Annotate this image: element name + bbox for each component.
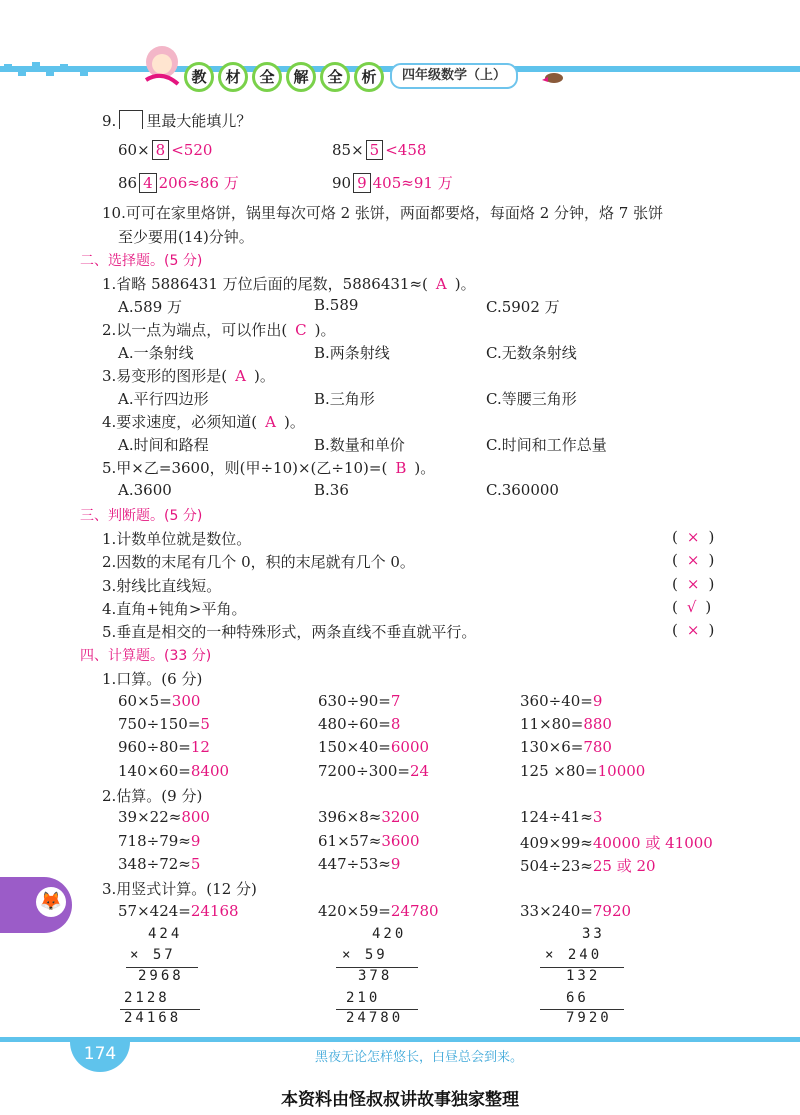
estimate-item: 409×99≈40000 或 41000 (520, 834, 713, 852)
vert-row: 33 (582, 926, 605, 942)
oral-item: 60×5=300 (118, 692, 201, 710)
choice-option: A.一条射线 (118, 344, 194, 362)
vert-row: 424 (148, 926, 183, 942)
vert-row: 24780 (346, 1010, 404, 1026)
mascot-icon (138, 40, 186, 94)
subject-label: 四年级数学（上） (390, 63, 518, 89)
choice-stem: 5.甲×乙=3600，则(甲÷10)×(乙÷10)=( B )。 (102, 459, 436, 477)
vert-row: 2968 (138, 968, 184, 984)
title-char-4: 解 (286, 62, 316, 92)
vert-row: 24168 (124, 1010, 182, 1026)
estimate-item: 39×22≈800 (118, 808, 210, 826)
page-number: 174 (70, 1038, 130, 1072)
choice-option: A.平行四边形 (118, 390, 209, 408)
estimate-item: 124÷41≈3 (520, 808, 603, 826)
judge-item: 3.射线比直线短。 (102, 577, 222, 595)
vertical-equation: 33×240=7920 (520, 902, 632, 920)
q10-line2: 至少要用(14)分钟。 (118, 228, 254, 246)
vert-row: 132 (566, 968, 601, 984)
estimate-item: 447÷53≈9 (318, 855, 401, 873)
oral-item: 150×40=6000 (318, 738, 430, 756)
oral-item: 7200÷300=24 (318, 762, 430, 780)
estimate-title: 2.估算。(9 分) (102, 787, 203, 805)
title-char-3: 全 (252, 62, 282, 92)
title-char-1: 教 (184, 62, 214, 92)
vert-row: × 59 (342, 947, 388, 963)
choice-option: B.589 (314, 296, 359, 314)
estimate-item: 718÷79≈9 (118, 832, 201, 850)
oral-item: 360÷40=9 (520, 692, 603, 710)
vert-row: 210 (346, 990, 381, 1006)
judge-mark: ( × ) (672, 528, 715, 546)
judge-item: 5.垂直是相交的一种特殊形式，两条直线不垂直就平行。 (102, 623, 477, 641)
judge-mark: ( × ) (672, 621, 715, 639)
choice-option: B.数量和单价 (314, 436, 405, 454)
section-heading-calc: 四、计算题。(33 分) (80, 648, 212, 664)
footer-motto: 黑夜无论怎样悠长，白昼总会到来。 (315, 1050, 524, 1065)
bird-icon (540, 70, 564, 88)
vertical-equation: 57×424=24168 (118, 902, 239, 920)
judge-mark: ( × ) (672, 551, 715, 569)
vert-row: 7920 (566, 1010, 612, 1026)
fox-mascot-icon: 🦊 (36, 887, 66, 917)
title-char-6: 析 (354, 62, 384, 92)
vert-row: 420 (372, 926, 407, 942)
vertical-equation: 420×59=24780 (318, 902, 439, 920)
choice-option: C.5902 万 (486, 298, 560, 316)
q10-line1: 10.可可在家里烙饼，锅里每次可烙 2 张饼，两面都要烙，每面烙 2 分钟，烙 7 张饼 (102, 204, 664, 222)
choice-option: A.3600 (118, 481, 172, 499)
estimate-item: 396×8≈3200 (318, 808, 420, 826)
section-heading-choice: 二、选择题。(5 分) (80, 253, 203, 269)
title-char-5: 全 (320, 62, 350, 92)
oral-item: 480÷60=8 (318, 715, 401, 733)
vert-row: 66 (566, 990, 589, 1006)
section-heading-judge: 三、判断题。(5 分) (80, 508, 203, 524)
q9-stem: 9. 里最大能填儿？ (102, 112, 252, 130)
judge-item: 4.直角+钝角>平角。 (102, 600, 247, 618)
q9-item: 90 9 405≈91 万 (332, 174, 453, 192)
oral-item: 130×6=780 (520, 738, 612, 756)
choice-option: B.三角形 (314, 390, 375, 408)
judge-item: 1.计数单位就是数位。 (102, 530, 252, 548)
choice-option: C.无数条射线 (486, 344, 577, 362)
vert-row: 378 (358, 968, 393, 984)
choice-stem: 3.易变形的图形是( A )。 (102, 367, 275, 385)
choice-option: A.589 万 (118, 298, 182, 316)
oral-item: 630÷90=7 (318, 692, 401, 710)
oral-item: 140×60=8400 (118, 762, 230, 780)
vertical-title: 3.用竖式计算。(12 分) (102, 880, 257, 898)
oral-item: 125 ×80=10000 (520, 762, 646, 780)
oral-item: 11×80=880 (520, 715, 612, 733)
choice-option: C.360000 (486, 481, 559, 499)
estimate-item: 504÷23≈25 或 20 (520, 857, 656, 875)
choice-option: B.36 (314, 481, 349, 499)
choice-stem: 4.要求速度，必须知道( A )。 (102, 413, 305, 431)
judge-item: 2.因数的末尾有几个 0，积的末尾就有几个 0。 (102, 553, 415, 571)
q9-item: 60× 8 <520 (118, 141, 213, 159)
vert-row: × 57 (130, 947, 176, 963)
choice-option: C.时间和工作总量 (486, 436, 607, 454)
blank-box-icon (119, 110, 143, 129)
estimate-item: 348÷72≈5 (118, 855, 201, 873)
q9-item: 86 4 206≈86 万 (118, 174, 239, 192)
q9-item: 85× 5 <458 (332, 141, 427, 159)
vert-row: 2128 (124, 990, 170, 1006)
title-char-2: 材 (218, 62, 248, 92)
choice-stem: 1.省略 5886431 万位后面的尾数，5886431≈( A )。 (102, 275, 476, 293)
choice-option: B.两条射线 (314, 344, 390, 362)
judge-mark: ( × ) (672, 575, 715, 593)
oral-item: 750÷150=5 (118, 715, 210, 733)
vert-row: × 240 (545, 947, 603, 963)
oral-item: 960÷80=12 (118, 738, 210, 756)
choice-stem: 2.以一点为端点，可以作出( C )。 (102, 321, 336, 339)
oral-title: 1.口算。(6 分) (102, 670, 203, 688)
footer-credit: 本资料由怪叔叔讲故事独家整理 (281, 1090, 519, 1110)
judge-mark: ( √ ) (672, 598, 712, 616)
choice-option: C.等腰三角形 (486, 390, 577, 408)
choice-option: A.时间和路程 (118, 436, 209, 454)
estimate-item: 61×57≈3600 (318, 832, 420, 850)
